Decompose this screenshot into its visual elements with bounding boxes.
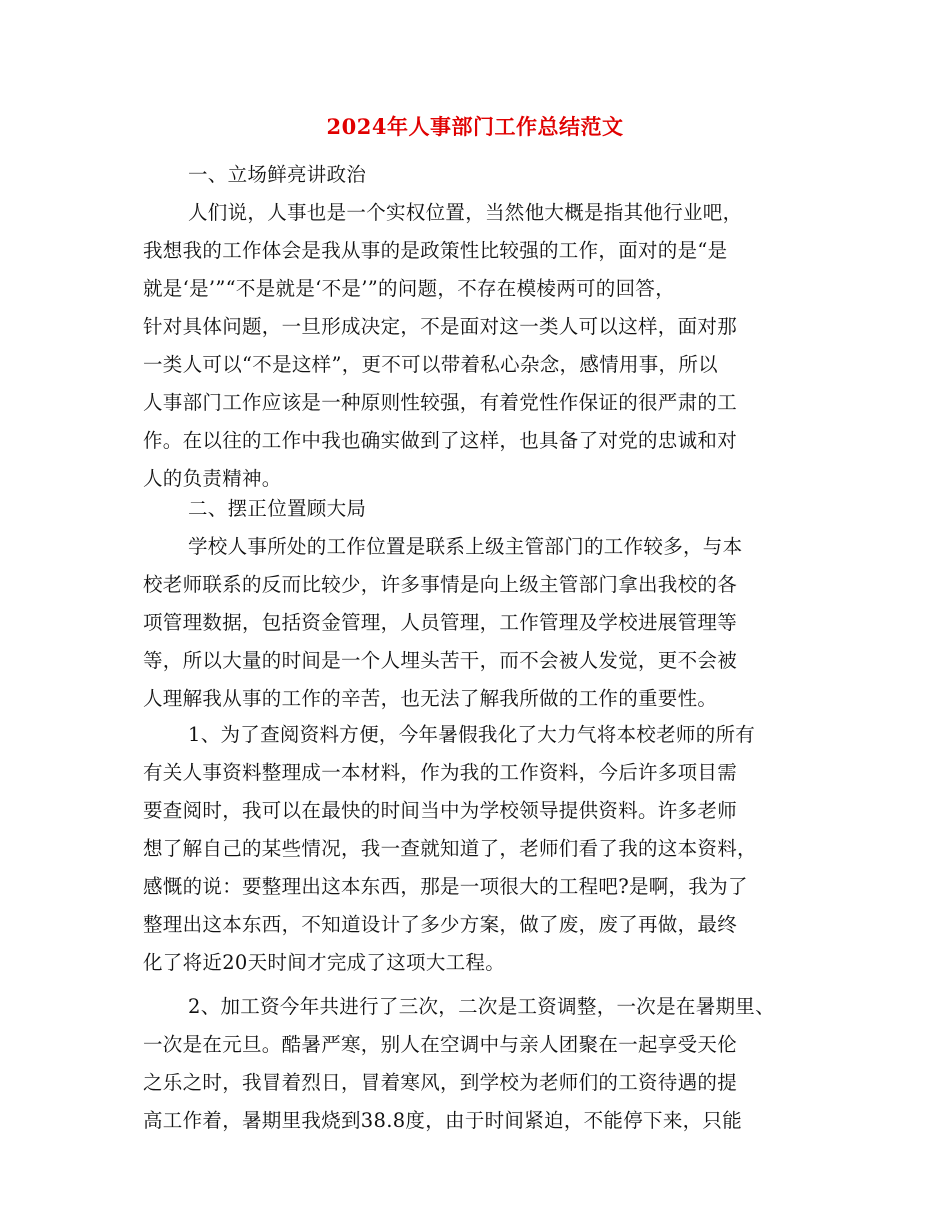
section-heading-2: 二、摆正位置顾大局 xyxy=(188,497,367,520)
paragraph-line: 我想我的工作体会是我从事的是政策性比较强的工作，面对的是“是 xyxy=(143,239,728,262)
paragraph-line: 校老师联系的反而比较少，许多事情是向上级主管部门拿出我校的各 xyxy=(143,573,738,596)
paragraph-line: 整理出这本东西，不知道设计了多少方案，做了废，废了再做，最终 xyxy=(143,913,738,936)
paragraph-line: 人理解我从事的工作的辛苦，也无法了解我所做的工作的重要性。 xyxy=(143,687,718,710)
paragraph-line: 人们说，人事也是一个实权位置，当然他大概是指其他行业吧， xyxy=(188,201,743,224)
document-title: 2024年人事部门工作总结范文 xyxy=(326,114,624,139)
paragraph-line: 之乐之时，我冒着烈日，冒着寒风，到学校为老师们的工资待遇的提 xyxy=(143,1071,738,1094)
paragraph-line: 人事部门工作应该是一种原则性较强，有着党性作保证的很严肃的工 xyxy=(143,391,738,414)
paragraph-line: 化了将近20天时间才完成了这项大工程。 xyxy=(143,951,506,974)
paragraph-line: 学校人事所处的工作位置是联系上级主管部门的工作较多，与本 xyxy=(188,535,743,558)
paragraph-line: 一类人可以“不是这样”，更不可以带着私心杂念，感情用事，所以 xyxy=(143,353,718,376)
section-heading-1: 一、立场鲜亮讲政治 xyxy=(188,163,367,186)
paragraph-line: 人的负责精神。 xyxy=(143,467,282,490)
paragraph-line: 2、加工资今年共进行了三次，二次是工资调整，一次是在暑期里、 xyxy=(188,995,775,1018)
paragraph-line: 作。在以往的工作中我也确实做到了这样，也具备了对党的忠诚和对 xyxy=(143,429,738,452)
paragraph-line: 高工作着，暑期里我烧到38.8度，由于时间紧迫，不能停下来，只能 xyxy=(143,1109,743,1132)
paragraph-line: 想了解自己的某些情况，我一查就知道了，老师们看了我的这本资料， xyxy=(143,837,757,860)
paragraph-line: 等，所以大量的时间是一个人埋头苦干，而不会被人发觉，更不会被 xyxy=(143,649,738,672)
paragraph-line: 项管理数据，包括资金管理，人员管理，工作管理及学校进展管理等 xyxy=(143,611,738,634)
paragraph-line: 要查阅时，我可以在最快的时间当中为学校领导提供资料。许多老师 xyxy=(143,799,738,822)
paragraph-line: 一次是在元旦。酷暑严寒，别人在空调中与亲人团聚在一起享受天伦 xyxy=(143,1033,738,1056)
paragraph-line: 针对具体问题，一旦形成决定，不是面对这一类人可以这样，面对那 xyxy=(143,315,738,338)
paragraph-line: 1、为了查阅资料方便，今年暑假我化了大力气将本校老师的所有 xyxy=(188,723,756,746)
paragraph-line: 感慨的说：要整理出这本东西，那是一项很大的工程吧?是啊，我为了 xyxy=(143,875,748,898)
paragraph-line: 有关人事资料整理成一本材料，作为我的工作资料，今后许多项目需 xyxy=(143,761,738,784)
paragraph-line: 就是‘是’”“不是就是‘不是’”的问题，不存在模棱两可的回答， xyxy=(143,277,676,300)
